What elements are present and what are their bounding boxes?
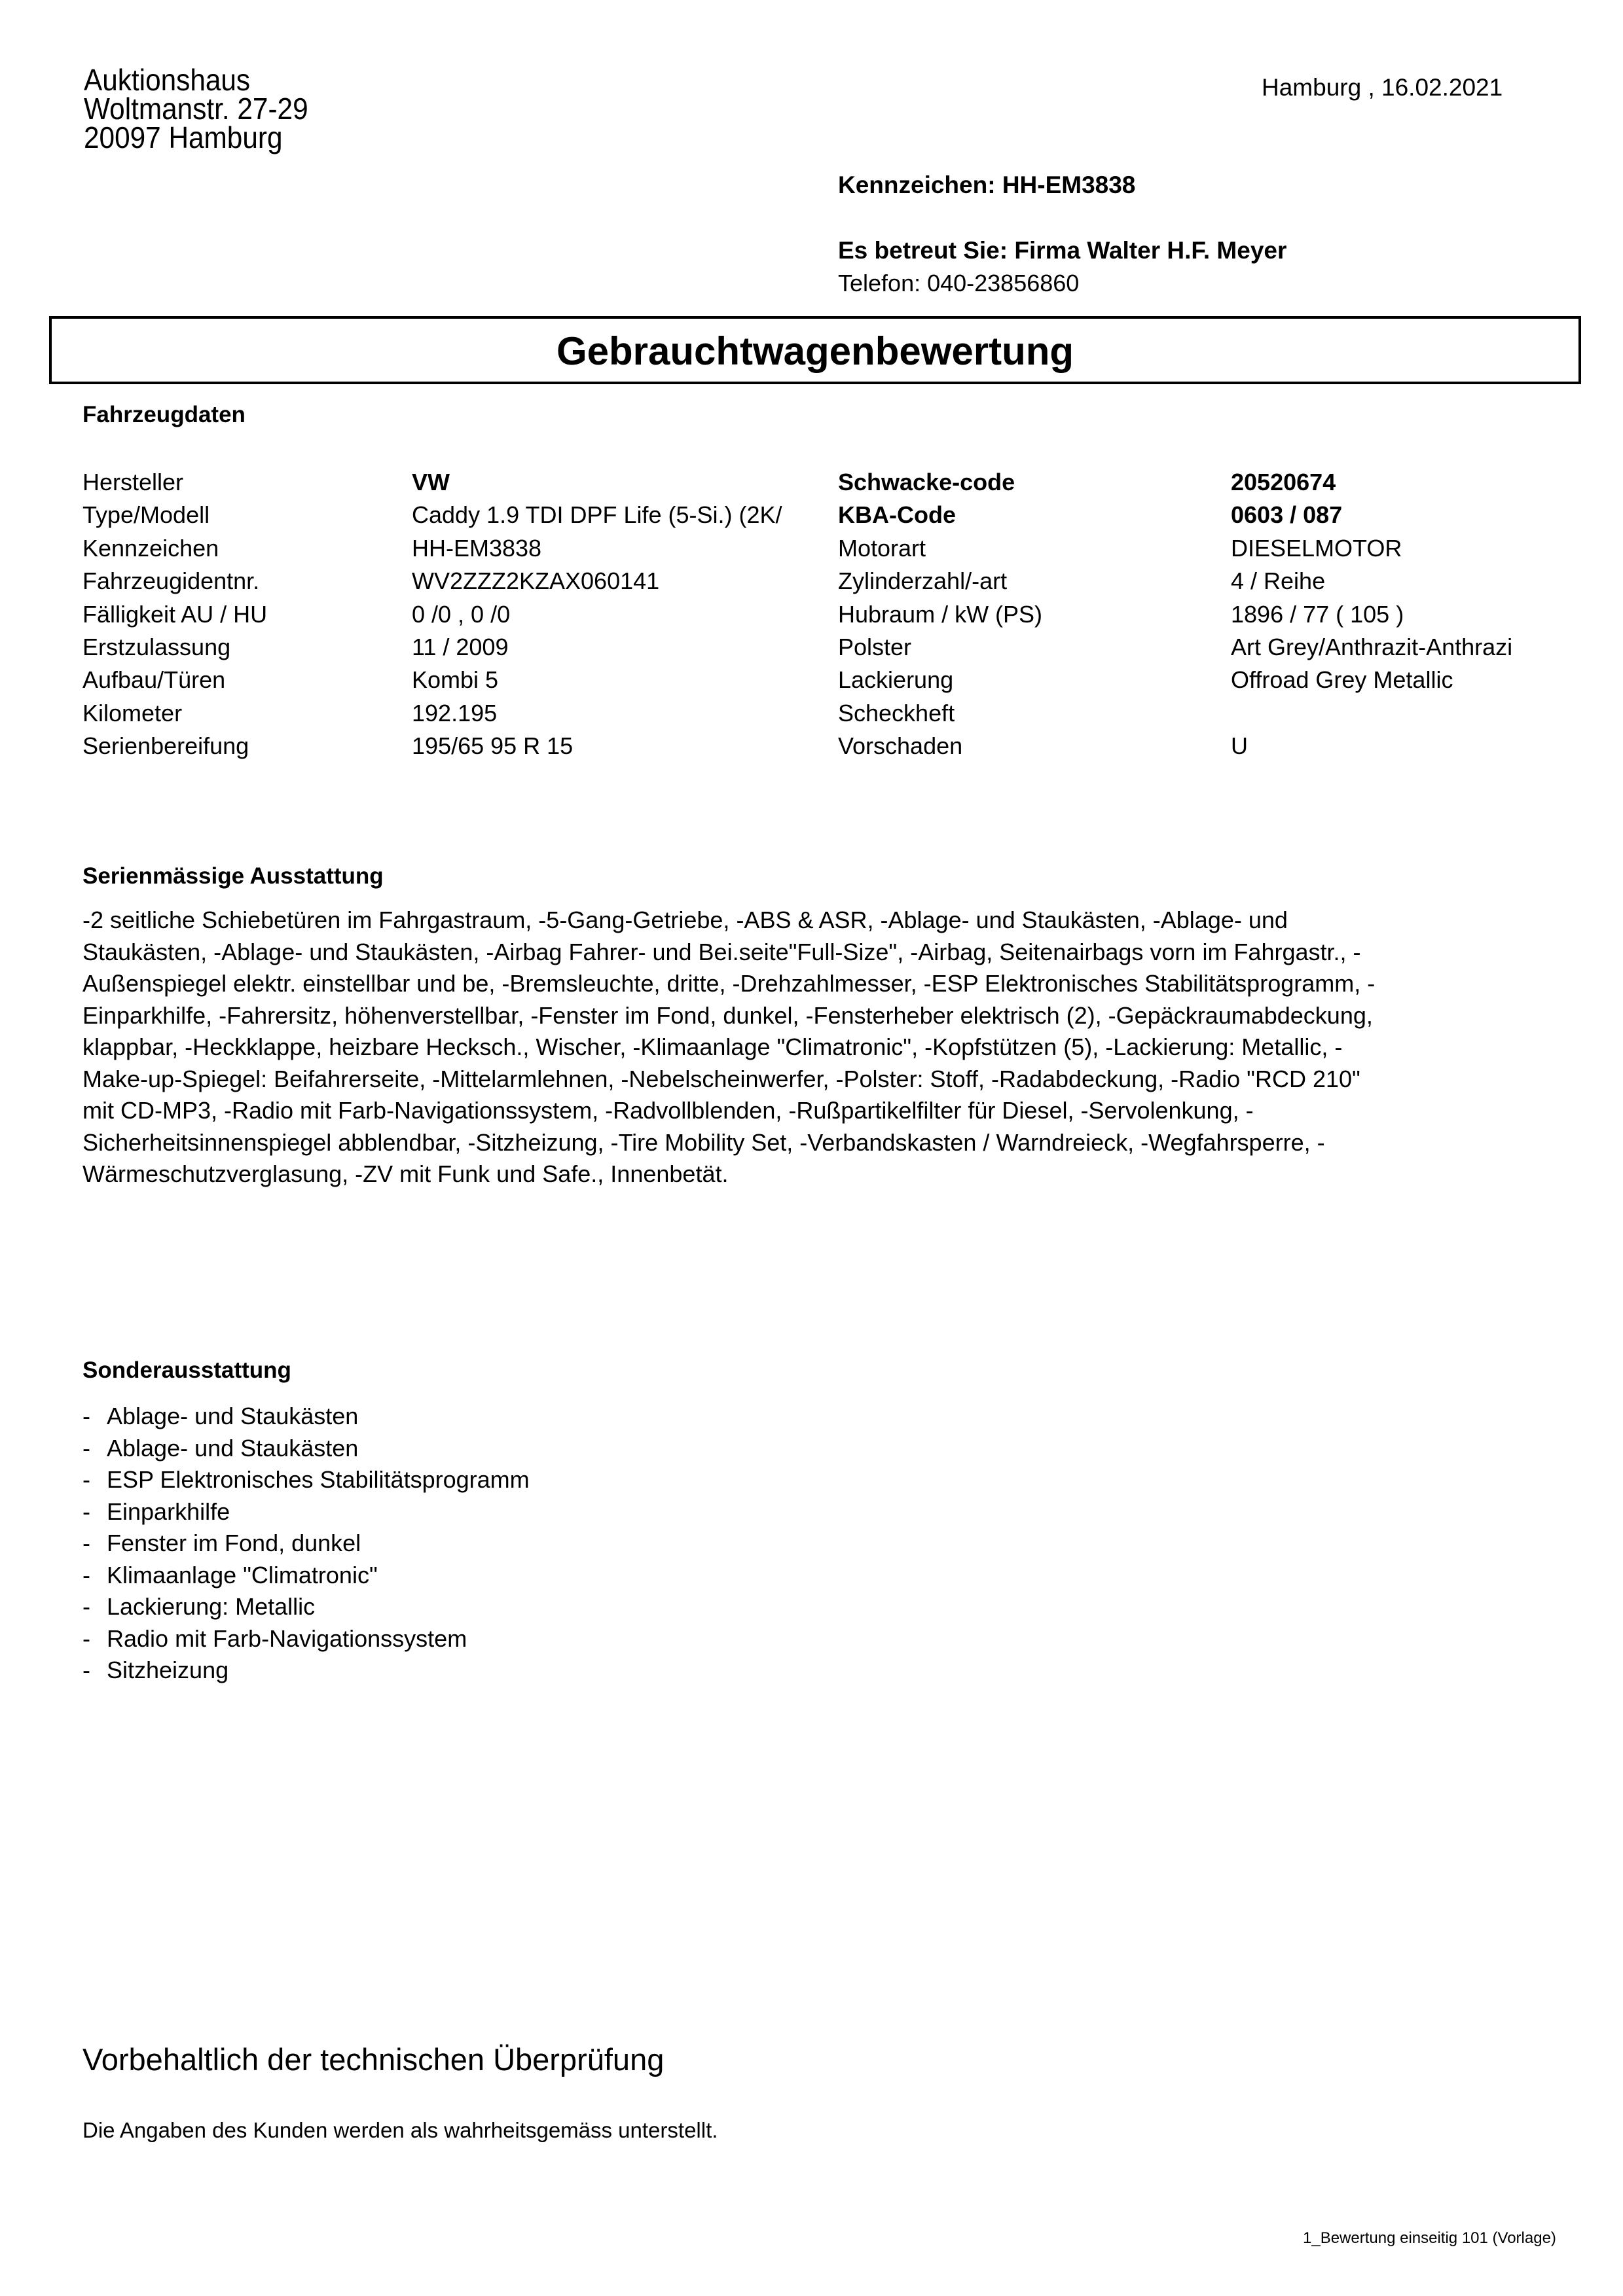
vehicle-field-value: 0603 / 087 [1231, 501, 1343, 529]
special-equipment-heading: Sonderausstattung [82, 1357, 291, 1383]
standard-equipment-line: Außenspiegel elektr. einstellbar und be, -Bremsleuchte, dritte, -Drehzahlmesser, -ESP Elektronisches Stabilitätsprogramm, - [82, 970, 1376, 997]
bullet-dash: - [82, 1434, 90, 1462]
vehicle-field-value: WV2ZZZ2KZAX060141 [412, 567, 660, 595]
vehicle-field-value: DIESELMOTOR [1231, 534, 1402, 562]
special-equipment-label: Ablage- und Staukästen [107, 1434, 359, 1462]
standard-equipment-line: Wärmeschutzverglasung, -ZV mit Funk und Safe., Innenbetät. [82, 1160, 729, 1187]
vehicle-field-label: Serienbereifung [82, 732, 249, 760]
standard-equipment-text [82, 905, 1575, 1191]
vehicle-field-value: Kombi 5 [412, 666, 499, 694]
special-equipment-list [82, 1401, 530, 1687]
bullet-dash: - [82, 1657, 90, 1683]
vehicle-field-value: Art Grey/Anthrazit-Anthrazi [1231, 634, 1513, 660]
license-plate-header: Kennzeichen: HH-EM3838 [838, 171, 1136, 198]
special-equipment-label: Lackierung: Metallic [107, 1593, 316, 1620]
vehicle-field-value: Caddy 1.9 TDI DPF Life (5-Si.) (2K/ [412, 501, 782, 529]
bullet-dash: - [82, 1466, 90, 1493]
vehicle-field-value: 195/65 95 R 15 [412, 732, 574, 760]
special-equipment-label: ESP Elektronisches Stabilitätsprogramm [107, 1466, 530, 1493]
special-equipment-item [82, 1464, 530, 1496]
sender-line: Auktionshaus [84, 63, 251, 97]
vehicle-field-label: Zylinderzahl/-art [838, 567, 1008, 595]
bullet-dash: - [82, 1498, 90, 1525]
vehicle-field-label: Lackierung [838, 666, 954, 694]
vehicle-field-value: 4 / Reihe [1231, 567, 1326, 595]
vehicle-field-value: VW [412, 469, 450, 495]
standard-equipment-line: klappbar, -Heckklappe, heizbare Hecksch., Wischer, -Klimaanlage "Climatronic", -Kopfstützen (5), -Lackierung: Metallic, - [82, 1033, 1343, 1060]
vehicle-field-label: Kennzeichen [82, 534, 219, 562]
vehicle-field-label: Hubraum / kW (PS) [838, 600, 1043, 628]
special-equipment-item [82, 1591, 530, 1623]
vehicle-field-label: Aufbau/Türen [82, 666, 226, 694]
vehicle-field-value: 11 / 2009 [412, 634, 509, 660]
standard-equipment-heading: Serienmässige Ausstattung [82, 863, 384, 889]
special-equipment-label: Radio mit Farb-Navigationssystem [107, 1624, 467, 1652]
sender-line: Woltmanstr. 27-29 [84, 92, 308, 126]
vehicle-field-value: 1896 / 77 ( 105 ) [1231, 600, 1404, 628]
special-equipment-label: Sitzheizung [107, 1657, 229, 1683]
vehicle-field-value: 20520674 [1231, 469, 1336, 495]
bullet-dash: - [82, 1530, 90, 1556]
bullet-dash: - [82, 1593, 90, 1620]
special-equipment-item [82, 1496, 530, 1528]
special-equipment-label: Klimaanlage "Climatronic" [107, 1561, 378, 1588]
special-equipment-item [82, 1401, 530, 1433]
standard-equipment-line: Sicherheitsinnenspiegel abblendbar, -Sitzheizung, -Tire Mobility Set, -Verbandskasten / Warndreieck, -Wegfahrsperre, - [82, 1128, 1325, 1156]
bullet-dash: - [82, 1561, 90, 1588]
vehicle-field-label: Erstzulassung [82, 634, 231, 660]
special-equipment-item [82, 1623, 530, 1655]
vehicle-field-label: Schwacke-code [838, 469, 1015, 495]
standard-equipment-line: Einparkhilfe, -Fahrersitz, höhenverstellbar, -Fenster im Fond, dunkel, -Fensterheber elektrisch (2), -Gepäckraumabdeckung, [82, 1001, 1373, 1029]
vehicle-field-value: U [1231, 732, 1248, 760]
vehicle-field-label: KBA-Code [838, 501, 956, 529]
vehicle-field-label: Motorart [838, 534, 926, 562]
vehicle-field-value: 0 /0 , 0 /0 [412, 600, 511, 628]
place-date: Hamburg , 16.02.2021 [1262, 74, 1503, 101]
special-equipment-label: Fenster im Fond, dunkel [107, 1530, 361, 1556]
vehicle-field-value: Offroad Grey Metallic [1231, 666, 1453, 694]
vehicle-field-value: HH-EM3838 [412, 534, 542, 562]
customer-note: Die Angaben des Kunden werden als wahrheitsgemäss unterstellt. [82, 2118, 718, 2142]
vehicle-field-label: Polster [838, 634, 912, 660]
title-box [49, 316, 1581, 384]
standard-equipment-line: Make-up-Spiegel: Beifahrerseite, -Mittelarmlehnen, -Nebelscheinwerfer, -Polster: Stoff, -Radabdeckung, -Radio "RCD 210" [82, 1065, 1360, 1092]
page-title: Gebrauchtwagenbewertung [556, 329, 1074, 373]
vehicle-field-label: Scheckheft [838, 699, 955, 726]
special-equipment-item [82, 1560, 530, 1592]
vehicle-field-label: Vorschaden [838, 732, 963, 760]
special-equipment-label: Einparkhilfe [107, 1498, 230, 1525]
contact-phone: Telefon: 040-23856860 [838, 270, 1080, 296]
vehicle-field-label: Kilometer [82, 699, 183, 726]
special-equipment-item [82, 1528, 530, 1560]
disclaimer: Vorbehaltlich der technischen Überprüfung [82, 2042, 665, 2077]
contact-firm: Es betreut Sie: Firma Walter H.F. Meyer [838, 237, 1287, 264]
bullet-dash: - [82, 1624, 90, 1652]
special-equipment-label: Ablage- und Staukästen [107, 1403, 359, 1429]
bullet-dash: - [82, 1403, 90, 1429]
sender-line: 20097 Hamburg [84, 120, 283, 154]
vehicle-field-label: Fahrzeugidentnr. [82, 567, 260, 595]
standard-equipment-line: mit CD-MP3, -Radio mit Farb-Navigationssystem, -Radvollblenden, -Rußpartikelfilter für Diesel, -Servolenkung, - [82, 1097, 1254, 1124]
special-equipment-item [82, 1433, 530, 1465]
vehicle-field-label: Fälligkeit AU / HU [82, 600, 268, 628]
vehicle-field-label: Type/Modell [82, 501, 210, 529]
vehicle-field-label: Hersteller [82, 469, 184, 495]
vehicle-field-value: 192.195 [412, 699, 498, 726]
standard-equipment-line: -2 seitliche Schiebetüren im Fahrgastraum, -5-Gang-Getriebe, -ABS & ASR, -Ablage- und Staukästen, -Ablage- und [82, 906, 1288, 933]
special-equipment-item [82, 1655, 530, 1687]
sender-address [84, 65, 308, 152]
vehicle-data-heading: Fahrzeugdaten [82, 402, 246, 427]
template-footer: 1_Bewertung einseitig 101 (Vorlage) [1303, 2229, 1556, 2247]
standard-equipment-line: Staukästen, -Ablage- und Staukästen, -Airbag Fahrer- und Bei.seite"Full-Size", -Airbag, Seitenairbags vorn im Fahrgastr., - [82, 938, 1361, 965]
